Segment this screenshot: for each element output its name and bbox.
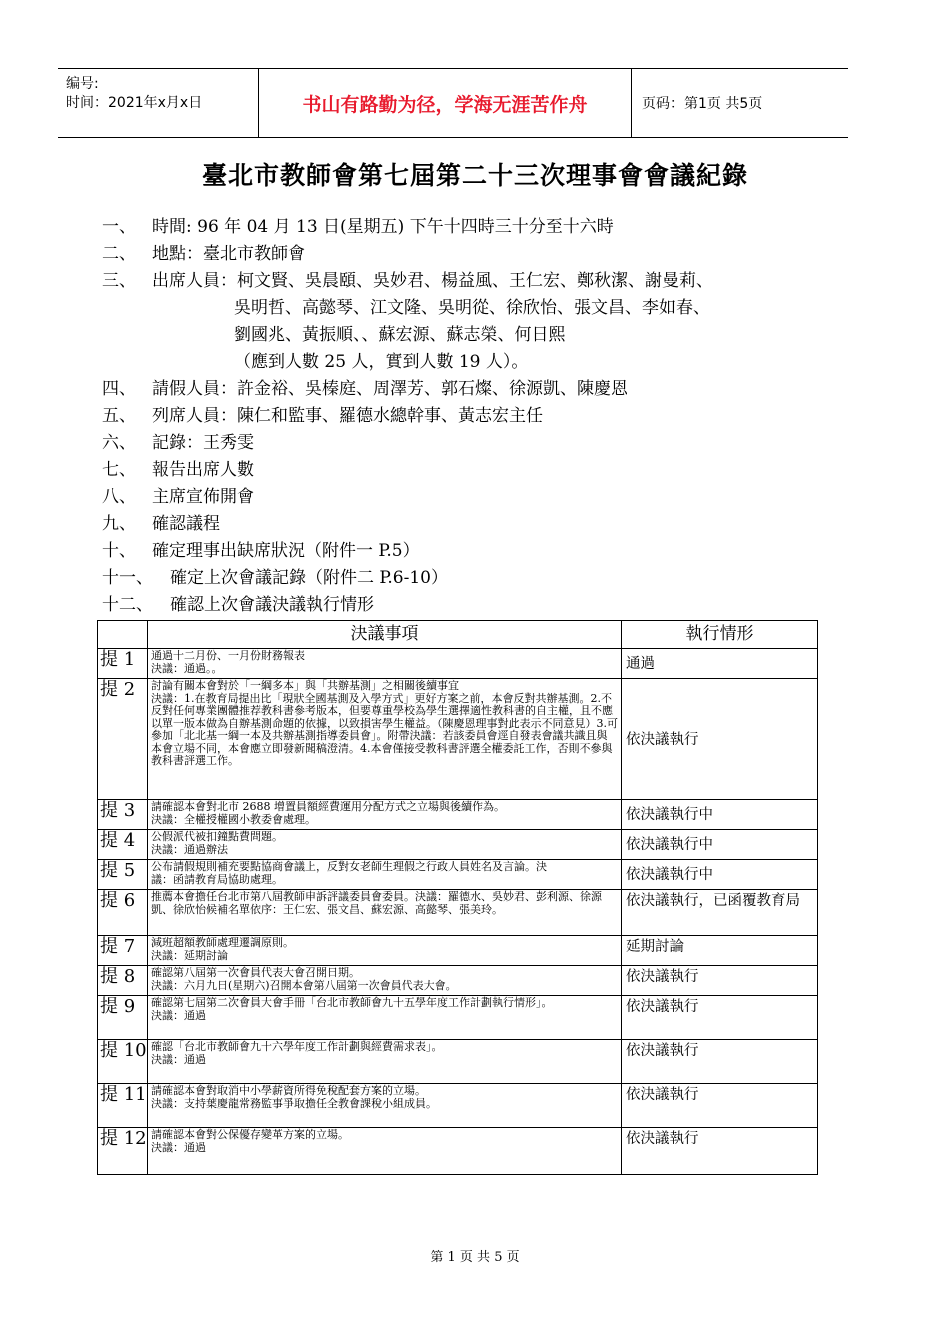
row-resolution	[148, 679, 622, 800]
row-question: 通過十二月份、一月份財務報表	[151, 649, 305, 662]
time-label: 时间：2021年x月x日	[66, 95, 203, 111]
row-id: 提 7	[98, 936, 148, 966]
table-row	[98, 1084, 818, 1128]
item-number: 四、	[102, 379, 136, 399]
table-row	[98, 800, 818, 830]
item-text: 記錄：王秀雯	[152, 433, 254, 453]
row-status: 依決議執行	[622, 966, 818, 996]
row-question: 減班超額教師處理遷調原則。	[151, 936, 294, 949]
table-row	[98, 830, 818, 860]
row-question: 公假派代被扣鐘點費問題。	[151, 830, 283, 843]
row-status: 依決議執行	[622, 996, 818, 1040]
table-row	[98, 936, 818, 966]
agenda-item	[102, 214, 822, 241]
item-number: 十、	[102, 541, 136, 561]
row-decision: 決議：全權授權國小教委會處理。	[151, 812, 316, 826]
row-decision: 決議：通過	[151, 1052, 206, 1066]
row-decision: 決議：通過。。	[151, 661, 223, 675]
agenda-list	[102, 214, 822, 619]
item-text: 報告出席人數	[152, 460, 254, 480]
row-question: 公布請假規則補充要點協商會議上，反對女老師生理假之行政人員姓名及言論。決	[151, 860, 547, 873]
row-id: 提 12	[98, 1128, 148, 1175]
item-number: 八、	[102, 487, 136, 507]
row-question: 請確認本會對北市 2688 增置員額經費運用分配方式之立場與後續作為。	[151, 800, 505, 813]
header-empty	[98, 621, 148, 649]
row-resolution	[148, 1040, 622, 1084]
row-id: 提 5	[98, 860, 148, 890]
row-decision: 決議：通過	[151, 1008, 206, 1022]
row-question: 確認第七屆第二次會員大會手冊「台北市教師會九十五學年度工作計劃執行情形」。	[151, 996, 553, 1009]
item-continuation: （應到人數 25 人，實到人數 19 人）。	[234, 352, 529, 372]
table-header-row	[98, 621, 818, 649]
item-text: 請假人員：許金裕、吳榛庭、周澤芳、郭石燦、徐源凱、陳慶恩	[152, 379, 628, 399]
row-status: 依決議執行中	[622, 860, 818, 890]
item-text: 確認上次會議決議執行情形	[170, 595, 374, 615]
row-question: 請確認本會對公保優存變革方案的立場。	[151, 1128, 349, 1141]
row-resolution	[148, 860, 622, 890]
item-continuation: 劉國兆、黃振順、、蘇宏源、蘇志榮、何日熙	[234, 325, 566, 345]
row-question: 請確認本會對取消中小學薪資所得免稅配套方案的立場。	[151, 1084, 426, 1097]
row-id: 提 4	[98, 830, 148, 860]
row-resolution	[148, 830, 622, 860]
code-label: 编号:	[66, 76, 99, 92]
row-status: 依決議執行，已函覆教育局	[622, 890, 818, 936]
page-footer: 第 1 页 共 5 页	[430, 1250, 520, 1265]
item-text: 地點：臺北市教師會	[152, 244, 305, 264]
row-id: 提 6	[98, 890, 148, 936]
row-decision: 決議：1.在教育局提出比「現狀全國基測及入學方式」更好方案之前，本會反對共辦基測。2.不反對任何專業團體推荐教科書參考版本，但要尊重學校為學生選擇適性教科書的自主權，且不應以單一版本做為自辦基測命題的依據，以致損害學生權益。（陳慶恩理事對此表示不同意見）3.可參加「北北基一綱一本及共辦基測指導委員會」。附帶決議：若該委員會逕自發表會議共識且與本會立場不同，本會應立即發新聞稿澄清。4.本會僅接受教科書評選全權委託工作，否則不參與教科書評選工作。	[151, 691, 618, 767]
row-status: 依決議執行中	[622, 800, 818, 830]
page-header	[58, 68, 848, 138]
item-text: 時間: 96 年 04 月 13 日(星期五) 下午十四時三十分至十六時	[152, 217, 614, 237]
document-title: 臺北市教師會第七屆第二十三次理事會會議紀錄	[201, 161, 748, 190]
item-number: 十二、	[102, 595, 153, 615]
item-number: 三、	[102, 271, 136, 291]
agenda-item	[102, 511, 822, 538]
item-text: 列席人員：陳仁和監事、羅德水總幹事、黃志宏主任	[152, 406, 543, 426]
row-question: 確認「台北市教師會九十六學年度工作計劃與經費需求表」。	[151, 1040, 443, 1053]
row-resolution	[148, 996, 622, 1040]
row-resolution	[148, 649, 622, 679]
agenda-item	[102, 430, 822, 457]
agenda-item	[102, 565, 822, 592]
row-question: 推薦本會擔任台北市第八屆教師申訴評議委員會委員。決議：羅德水、吳妙君、彭利源、徐源凱、徐欣怡候補名單依序：王仁宏、張文昌、蘇宏源、高懿琴、張美玲。	[151, 890, 602, 916]
row-id: 提 9	[98, 996, 148, 1040]
row-decision: 議：函請教育局協助處理。	[151, 872, 283, 886]
item-text: 確認議程	[152, 514, 220, 534]
page-label: 页码：第1页 共5页	[642, 96, 763, 112]
agenda-item	[102, 403, 822, 430]
item-number: 九、	[102, 514, 136, 534]
row-id: 提 11	[98, 1084, 148, 1128]
agenda-item	[102, 592, 822, 619]
row-resolution	[148, 966, 622, 996]
row-status: 延期討論	[622, 936, 818, 966]
item-number: 十一、	[102, 568, 153, 588]
row-status: 依決議執行	[622, 679, 818, 800]
motto: 书山有路勤为径，学海无涯苦作舟	[258, 69, 632, 137]
row-status: 依決議執行	[622, 1040, 818, 1084]
item-text: 確定理事出缺席狀況（附件一 P.5）	[152, 541, 420, 561]
row-decision: 決議：通過	[151, 1140, 206, 1154]
agenda-item	[102, 268, 822, 295]
item-number: 五、	[102, 406, 136, 426]
row-status: 依決議執行中	[622, 830, 818, 860]
row-resolution	[148, 1128, 622, 1175]
row-id: 提 10	[98, 1040, 148, 1084]
row-resolution	[148, 1084, 622, 1128]
item-number: 一、	[102, 217, 136, 237]
item-number: 七、	[102, 460, 136, 480]
header-resolution: 決議事項	[148, 621, 622, 649]
row-status: 依決議執行	[622, 1128, 818, 1175]
item-number: 二、	[102, 244, 136, 264]
agenda-item	[102, 376, 822, 403]
row-resolution	[148, 800, 622, 830]
table-row	[98, 860, 818, 890]
table-row	[98, 966, 818, 996]
table-row	[98, 890, 818, 936]
table-row	[98, 1128, 818, 1175]
item-text: 確定上次會議記錄（附件二 P.6-10）	[170, 568, 448, 588]
row-decision: 決議：延期討論	[151, 948, 228, 962]
row-id: 提 2	[98, 679, 148, 800]
row-question: 確認第八屆第一次會員代表大會召開日期。	[151, 966, 360, 979]
row-status: 通過	[622, 649, 818, 679]
table-row	[98, 996, 818, 1040]
header-left	[66, 75, 202, 113]
agenda-item	[102, 538, 822, 565]
table-row	[98, 1040, 818, 1084]
header-status: 執行情形	[622, 621, 818, 649]
row-decision: 決議：六月九日(星期六)召開本會第八屆第一次會員代表大會。	[151, 978, 457, 992]
item-number: 六、	[102, 433, 136, 453]
table-row	[98, 679, 818, 800]
row-status: 依決議執行	[622, 1084, 818, 1128]
row-resolution	[148, 936, 622, 966]
row-decision: 決議：支持葉慶龍常務監事爭取擔任全教會課稅小組成員。	[151, 1096, 437, 1110]
row-id: 提 8	[98, 966, 148, 996]
agenda-item	[102, 241, 822, 268]
resolutions-table	[97, 620, 818, 1175]
row-decision: 決議：通過辦法	[151, 842, 228, 856]
agenda-item	[102, 457, 822, 484]
row-id: 提 1	[98, 649, 148, 679]
row-question: 討論有關本會對於「一綱多本」與「共辦基測」之相關後續事宜	[151, 679, 459, 692]
item-text: 主席宣佈開會	[152, 487, 254, 507]
row-resolution	[148, 890, 622, 936]
row-id: 提 3	[98, 800, 148, 830]
item-text: 出席人員：柯文賢、吳晨頤、吳妙君、楊益風、王仁宏、鄭秋潔、謝曼莉、	[152, 271, 713, 291]
table-row	[98, 649, 818, 679]
agenda-item	[102, 484, 822, 511]
item-continuation: 吳明哲、高懿琴、江文隆、吳明從、徐欣怡、張文昌、李如春、	[234, 298, 710, 318]
